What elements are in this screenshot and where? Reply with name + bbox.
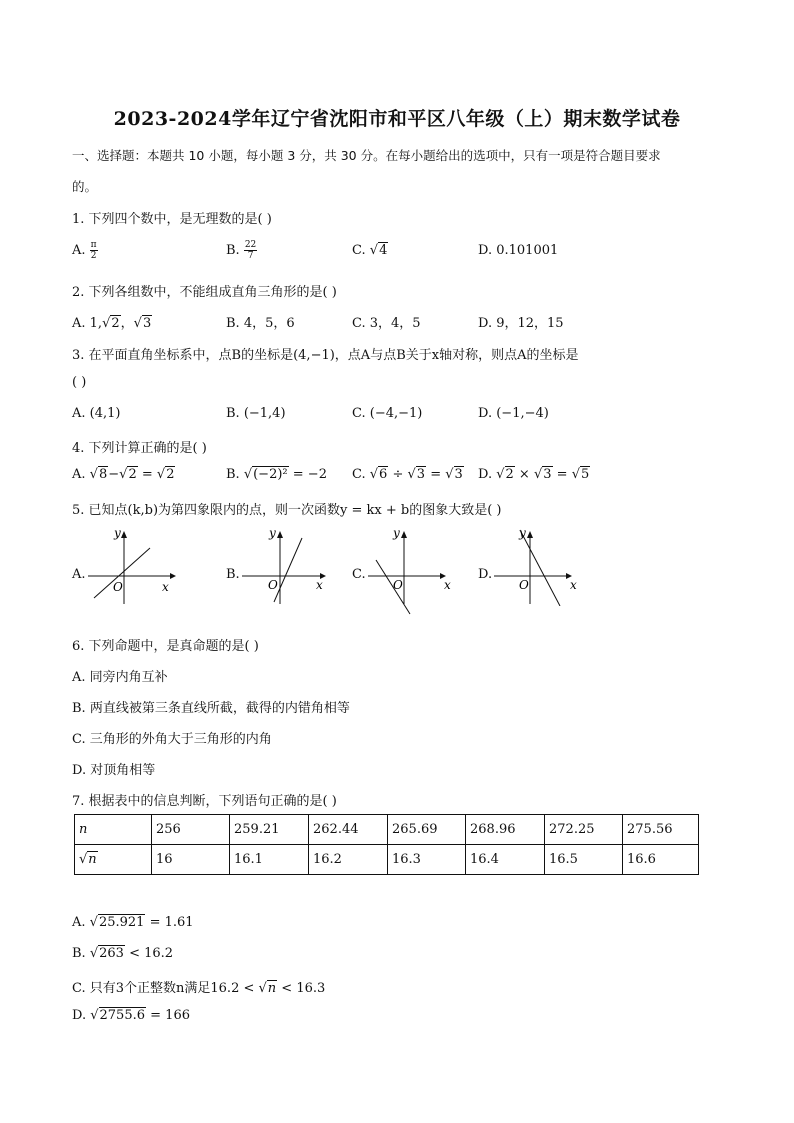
sqrt: √3 <box>133 316 152 331</box>
option-text: A. 1, <box>72 316 103 331</box>
radicand: 4 <box>379 243 388 258</box>
q3-option-a: A. (4,1) <box>72 406 121 421</box>
q3-option-d: D. (−1,−4) <box>478 406 549 421</box>
table-cell: 16.5 <box>545 845 623 875</box>
q5-label-b: B. <box>226 567 240 582</box>
q5-graph-c <box>364 526 464 616</box>
q1-option-c <box>352 243 388 258</box>
question-3-paren: ( ) <box>72 375 87 390</box>
origin-label: O <box>113 580 123 594</box>
radicand: n <box>267 981 277 996</box>
question-7-stem: 7. 根据表中的信息判断，下列语句正确的是( ) <box>72 794 337 809</box>
radicand: 263 <box>99 946 124 961</box>
origin-label: O <box>519 578 529 592</box>
q5-label-c: C. <box>352 567 366 582</box>
table-cell: 275.56 <box>623 815 699 845</box>
expression: = 1.61 <box>145 915 194 930</box>
operator: ÷ <box>388 467 408 482</box>
radicand: 2 <box>505 467 514 482</box>
function-line <box>520 530 560 606</box>
operator: = <box>552 467 572 482</box>
radicand: 2755.6 <box>99 1008 146 1023</box>
radicand: 3 <box>142 316 152 331</box>
radicand: 5 <box>581 467 590 482</box>
q6-option-b: B. 两直线被第三条直线所截，截得的内错角相等 <box>72 701 350 716</box>
expression: < 16.2 <box>124 946 174 961</box>
y-label: y <box>393 526 400 540</box>
table-row-head: n <box>75 815 152 845</box>
radicand: 3 <box>416 467 426 482</box>
x-label: x <box>316 578 323 592</box>
q7-option-a: A. √25.921 = 1.61 <box>72 915 194 930</box>
operator: = <box>137 467 157 482</box>
q3-option-c: C. (−4,−1) <box>352 406 423 421</box>
fraction <box>90 240 98 261</box>
table-row-head: √n <box>75 845 152 875</box>
radicand: 2 <box>111 316 120 331</box>
option-text: C. 只有3个正整数n满足16.2 < <box>72 981 259 996</box>
numerator: π <box>90 240 97 250</box>
y-axis-arrow <box>277 531 283 538</box>
q4-option-d: D. √2 × √3 = √5 <box>478 467 590 482</box>
table-cell: 262.44 <box>309 815 388 845</box>
sqrt: √4 <box>369 243 388 258</box>
option-label: A. <box>72 243 86 258</box>
q1-option-a <box>72 240 98 261</box>
table-row <box>75 815 699 845</box>
q2-option-b: B. 4，5，6 <box>226 316 295 331</box>
table-row <box>75 845 699 875</box>
q5-label-a: A. <box>72 567 86 582</box>
q1-option-d: D. 0.101001 <box>478 243 559 258</box>
option-label: D. <box>72 1008 87 1023</box>
function-line <box>274 538 302 602</box>
option-label: D. <box>478 467 493 482</box>
table-cell: 16.4 <box>466 845 545 875</box>
option-label: B. <box>226 467 240 482</box>
radicand: 6 <box>379 467 388 482</box>
table-cell: 16.2 <box>309 845 388 875</box>
separator: ， <box>120 316 134 331</box>
y-label: y <box>519 526 526 540</box>
question-6-stem: 6. 下列命题中，是真命题的是( ) <box>72 639 259 654</box>
x-label: x <box>162 580 169 594</box>
expression: < 16.3 <box>277 981 326 996</box>
y-label: y <box>269 526 276 540</box>
page-title: 2023-2024学年辽宁省沈阳市和平区八年级（上）期末数学试卷 <box>113 108 681 130</box>
q1-option-b <box>226 240 257 261</box>
numerator: 22 <box>244 240 257 250</box>
table-cell: 256 <box>152 815 230 845</box>
q5-graph-a <box>84 526 184 606</box>
option-label: C. <box>352 467 366 482</box>
y-axis-arrow <box>401 531 407 538</box>
q2-option-d: D. 9，12，15 <box>478 316 564 331</box>
q7-option-b: B. √263 < 16.2 <box>72 946 174 961</box>
question-1-stem: 1. 下列四个数中，是无理数的是( ) <box>72 212 272 227</box>
table-cell: 268.96 <box>466 815 545 845</box>
option-label: B. <box>72 946 86 961</box>
y-axis-arrow <box>121 531 127 538</box>
question-4-stem: 4. 下列计算正确的是( ) <box>72 441 207 456</box>
q4-option-c: C. √6 ÷ √3 = √3 <box>352 467 463 482</box>
expression: = 166 <box>146 1008 190 1023</box>
q5-graph-b <box>238 526 338 606</box>
question-2-stem: 2. 下列各组数中，不能组成直角三角形的是( ) <box>72 285 337 300</box>
table-cell: 265.69 <box>388 815 466 845</box>
denominator: 2 <box>90 251 97 261</box>
operator: − <box>108 467 120 482</box>
table-cell: 259.21 <box>230 815 309 845</box>
y-label: y <box>114 526 121 540</box>
y-axis-arrow <box>527 531 533 538</box>
radicand: (−2)² <box>253 467 288 482</box>
q4-option-b: B. √(−2)² = −2 <box>226 467 327 482</box>
option-label: A. <box>72 915 86 930</box>
radicand: 2 <box>166 467 175 482</box>
radicand: 2 <box>128 467 137 482</box>
x-label: x <box>444 578 451 592</box>
radicand: 8 <box>98 467 108 482</box>
option-label: A. <box>72 467 86 482</box>
table-cell: 16.1 <box>230 845 309 875</box>
operator: × <box>514 467 534 482</box>
q7-option-c: C. 只有3个正整数n满足16.2 < √n < 16.3 <box>72 981 326 996</box>
radicand: 25.921 <box>98 915 145 930</box>
radicand: 3 <box>543 467 552 482</box>
fraction <box>244 240 257 261</box>
q3-option-b: B. (−1,4) <box>226 406 286 421</box>
q2-option-a <box>72 312 152 331</box>
table-cell: 16.6 <box>623 845 699 875</box>
option-label: B. <box>226 243 240 258</box>
expression: = −2 <box>288 467 327 482</box>
section-instructions: 一、选择题：本题共 10 小题，每小题 3 分，共 30 分。在每小题给出的选项中，只有一项是符合题目要求 <box>72 148 661 163</box>
q5-graph-d <box>490 526 590 606</box>
q6-option-c: C. 三角形的外角大于三角形的内角 <box>72 732 272 747</box>
x-axis-arrow <box>170 573 176 579</box>
table-cell: 16.3 <box>388 845 466 875</box>
origin-label: O <box>268 578 278 592</box>
q4-option-a: A. √8−√2 = √2 <box>72 467 175 482</box>
origin-label: O <box>393 578 403 592</box>
sqrt: √2 <box>102 316 120 331</box>
q2-option-c: C. 3，4，5 <box>352 316 421 331</box>
q7-option-d: D. √2755.6 = 166 <box>72 1008 190 1023</box>
q5-label-d: D. <box>478 567 493 582</box>
q6-option-d: D. 对顶角相等 <box>72 763 156 778</box>
section-instructions-cont: 的。 <box>72 179 98 194</box>
q7-data-table <box>74 814 699 875</box>
radicand: 3 <box>454 467 463 482</box>
x-label: x <box>570 578 577 592</box>
option-label: C. <box>352 243 366 258</box>
denominator: 7 <box>247 251 254 261</box>
table-cell: 16 <box>152 845 230 875</box>
question-5-stem: 5. 已知点(k,b)为第四象限内的点，则一次函数y = kx + b的图象大致是( ) <box>72 503 502 518</box>
radicand: n <box>88 852 97 867</box>
operator: = <box>426 467 446 482</box>
question-3-stem: 3. 在平面直角坐标系中，点B的坐标是(4,−1)，点A与点B关于x轴对称，则点A的坐标是 <box>72 348 579 363</box>
table-cell: 272.25 <box>545 815 623 845</box>
q6-option-a: A. 同旁内角互补 <box>72 670 168 685</box>
